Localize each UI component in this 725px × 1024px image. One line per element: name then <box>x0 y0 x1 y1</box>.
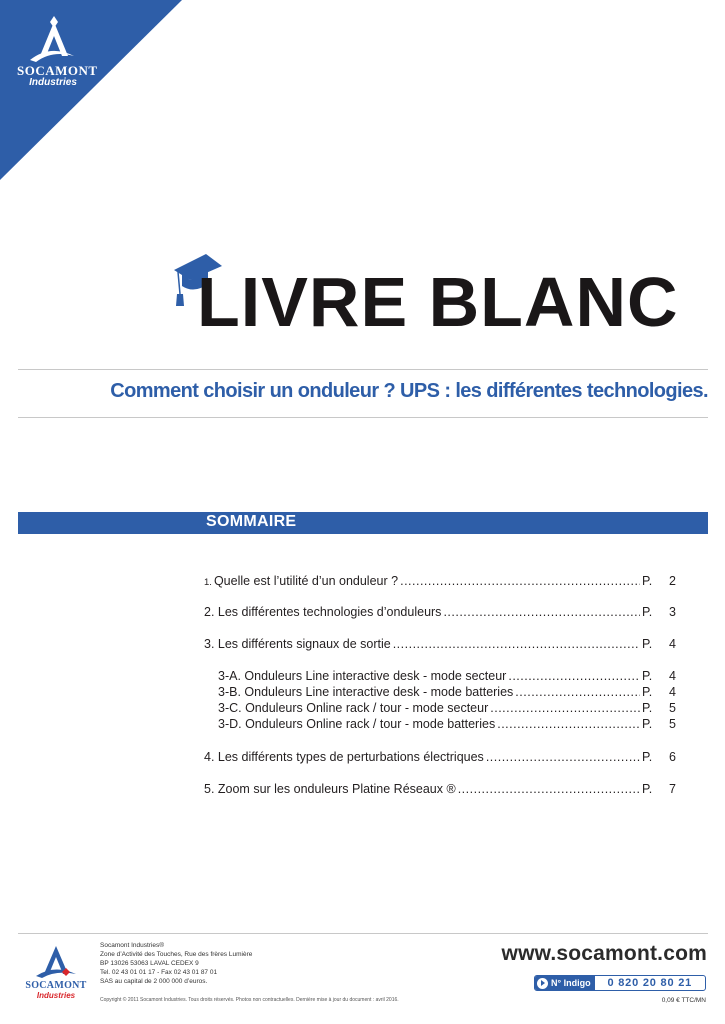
toc-item-text: 5. Zoom sur les onduleurs Platine Réseaux ® <box>204 782 456 796</box>
copyright-notice: Copyright © 2011 Socamont Industries. Tous droits réservés. Photos non contractuelles. Dernière mise à jour du document : avril 2016. <box>100 997 399 1003</box>
footer-brand-sub: Industries <box>36 991 76 1000</box>
toc-page-prefix: P. <box>642 605 653 619</box>
toc-item-text: 3-D. Onduleurs Online rack / tour - mode batteries <box>218 717 496 731</box>
toc-item-number: 1. <box>204 577 212 588</box>
indigo-label: N° Indigo <box>551 978 591 988</box>
toc-item-text: Quelle est l’utilité d’un onduleur ? <box>213 574 399 588</box>
toc-page-number: 3 <box>669 605 676 619</box>
toc-item-3[interactable] <box>204 637 676 653</box>
document-subtitle: Comment choisir un onduleur ? UPS : les différentes technologies. <box>110 380 708 402</box>
address-line: Zone d’Activité des Touches, Rue des frères Lumière <box>100 951 253 958</box>
toc-item-5[interactable] <box>204 782 676 798</box>
address-line: BP 13026 53063 LAVAL CEDEX 9 <box>100 960 199 967</box>
call-price: 0,09 € TTC/MN <box>661 997 706 1004</box>
address-line: Socamont Industries® <box>100 942 165 949</box>
toc-page-number: 6 <box>669 750 676 764</box>
toc-leader-dots <box>443 605 640 619</box>
summary-header-bar <box>18 512 708 534</box>
toc-item-1[interactable] <box>204 574 676 590</box>
toc-item-4[interactable] <box>204 750 676 766</box>
toc-item-3b[interactable] <box>218 685 676 701</box>
toc-item-2[interactable] <box>204 605 676 621</box>
toc-leader-dots <box>400 574 640 588</box>
toc-item-text: 2. Les différentes technologies d’onduleurs <box>204 605 442 619</box>
toc-item-3c[interactable] <box>218 701 676 717</box>
indigo-phone-badge[interactable] <box>534 975 706 991</box>
toc-page-prefix: P. <box>642 637 653 651</box>
toc-page-prefix: P. <box>642 669 653 683</box>
toc-leader-dots <box>393 637 640 651</box>
summary-heading: SOMMAIRE <box>206 513 297 530</box>
arrow-right-icon <box>537 978 548 989</box>
footer-brand-name: SOCAMONT <box>25 980 87 991</box>
toc-page-number: 2 <box>669 574 676 588</box>
toc-page-prefix: P. <box>642 685 653 699</box>
toc-leader-dots <box>515 685 640 699</box>
title-divider-top <box>18 369 708 370</box>
toc-item-text: 3-B. Onduleurs Line interactive desk - mode batteries <box>218 685 514 699</box>
toc-item-text: 3-C. Onduleurs Online rack / tour - mode secteur <box>218 701 489 715</box>
page-title: LIVRE BLANC <box>197 263 679 341</box>
indigo-phone-number: 0 820 20 80 21 <box>607 977 693 989</box>
toc-page-number: 4 <box>669 685 676 699</box>
corner-brand-banner <box>0 0 182 180</box>
toc-item-3a[interactable] <box>218 669 676 685</box>
toc-page-prefix: P. <box>642 717 653 731</box>
address-line: SAS au capital de 2 000 000 d’euros. <box>100 978 208 985</box>
title-divider-bottom <box>18 417 708 418</box>
toc-page-number: 4 <box>669 669 676 683</box>
toc-leader-dots <box>490 701 640 715</box>
toc-page-number: 5 <box>669 717 676 731</box>
toc-page-number: 7 <box>669 782 676 796</box>
indigo-label-box <box>535 976 595 990</box>
address-line: Tel. 02 43 01 01 17 - Fax 02 43 01 87 01 <box>100 969 218 976</box>
brand-name: SOCAMONT <box>17 63 98 78</box>
toc-leader-dots <box>458 782 640 796</box>
toc-page-number: 5 <box>669 701 676 715</box>
company-address <box>100 941 252 986</box>
footer-divider <box>18 933 708 934</box>
toc-item-3d[interactable] <box>218 717 676 733</box>
toc-item-text: 3. Les différents signaux de sortie <box>204 637 391 651</box>
toc-page-prefix: P. <box>642 782 653 796</box>
toc-leader-dots <box>486 750 640 764</box>
toc-page-prefix: P. <box>642 701 653 715</box>
website-link[interactable]: www.socamont.com <box>501 942 707 965</box>
toc-item-text: 3-A. Onduleurs Line interactive desk - mode secteur <box>218 669 507 683</box>
toc-leader-dots <box>508 669 640 683</box>
toc-leader-dots <box>497 717 640 731</box>
brand-sub: Industries <box>29 77 77 88</box>
toc-page-prefix: P. <box>642 750 653 764</box>
toc-page-prefix: P. <box>642 574 653 588</box>
toc-page-number: 4 <box>669 637 676 651</box>
toc-item-text: 4. Les différents types de perturbations électriques <box>204 750 484 764</box>
